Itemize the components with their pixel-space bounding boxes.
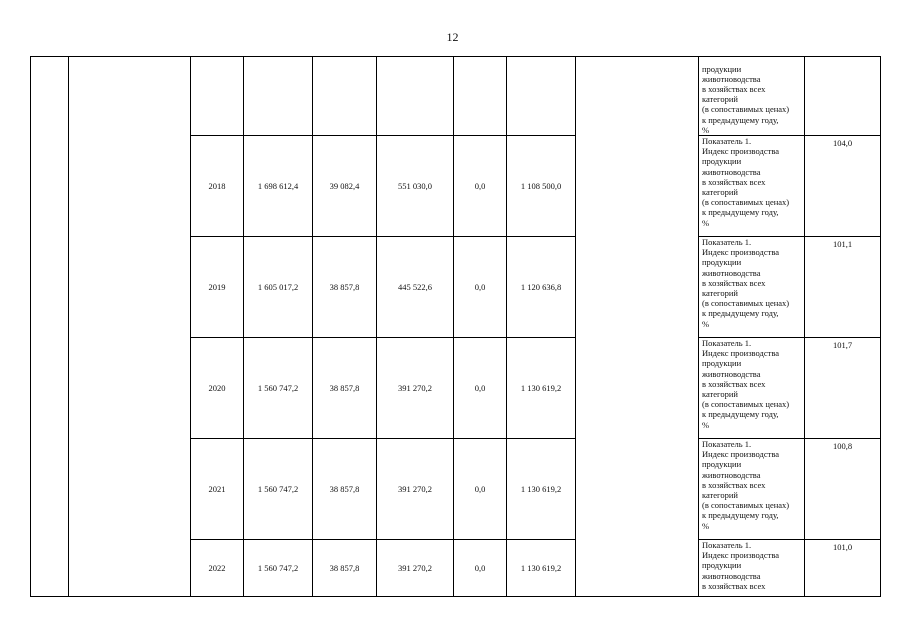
- year-cell: 2018: [191, 136, 244, 237]
- indicator-cell: Показатель 1. Индекс производства продукции животноводства в хозяйствах всех категорий (в сопоставимых ценах) к предыдущему году, %: [699, 338, 805, 439]
- year-cell: 2019: [191, 237, 244, 338]
- extrabudget-cell: [507, 57, 576, 136]
- total-cell: 1 698 612,4: [244, 136, 313, 237]
- year-cell: [191, 57, 244, 136]
- name-cell: [69, 57, 191, 597]
- result-cell: [576, 57, 699, 597]
- table-row: [31, 57, 881, 136]
- local-cell: 0,0: [454, 540, 507, 597]
- indicator-cell: Показатель 1. Индекс производства продукции животноводства в хозяйствах всех: [699, 540, 805, 597]
- number-cell: [31, 57, 69, 597]
- value-cell: [805, 57, 881, 136]
- local-cell: 0,0: [454, 136, 507, 237]
- regional-cell: [377, 57, 454, 136]
- federal-cell: 38 857,8: [313, 439, 377, 540]
- value-cell: 101,1: [805, 237, 881, 338]
- page-number: 12: [446, 30, 459, 44]
- year-cell: 2020: [191, 338, 244, 439]
- indicator-cell: Показатель 1. Индекс производства продукции животноводства в хозяйствах всех категорий (в сопоставимых ценах) к предыдущему году, %: [699, 136, 805, 237]
- indicator-cell: Показатель 1. Индекс производства продукции животноводства в хозяйствах всех категорий (в сопоставимых ценах) к предыдущему году, %: [699, 237, 805, 338]
- local-cell: 0,0: [454, 439, 507, 540]
- regional-cell: 391 270,2: [377, 540, 454, 597]
- total-cell: 1 560 747,2: [244, 338, 313, 439]
- total-cell: [244, 57, 313, 136]
- extrabudget-cell: 1 120 636,8: [507, 237, 576, 338]
- federal-cell: [313, 57, 377, 136]
- total-cell: 1 605 017,2: [244, 237, 313, 338]
- extrabudget-cell: 1 108 500,0: [507, 136, 576, 237]
- indicator-cell: Показатель 1. Индекс производства продукции животноводства в хозяйствах всех категорий (в сопоставимых ценах) к предыдущему году, %: [699, 439, 805, 540]
- value-cell: 104,0: [805, 136, 881, 237]
- value-cell: 100,8: [805, 439, 881, 540]
- federal-cell: 38 857,8: [313, 237, 377, 338]
- regional-cell: 445 522,6: [377, 237, 454, 338]
- extrabudget-cell: 1 130 619,2: [507, 540, 576, 597]
- total-cell: 1 560 747,2: [244, 439, 313, 540]
- extrabudget-cell: 1 130 619,2: [507, 338, 576, 439]
- program-table: [30, 56, 881, 597]
- total-cell: 1 560 747,2: [244, 540, 313, 597]
- local-cell: 0,0: [454, 237, 507, 338]
- local-cell: 0,0: [454, 338, 507, 439]
- regional-cell: 391 270,2: [377, 439, 454, 540]
- indicator-cell: продукции животноводства в хозяйствах всех категорий (в сопоставимых ценах) к предыдущему году, %: [699, 57, 805, 136]
- federal-cell: 39 082,4: [313, 136, 377, 237]
- regional-cell: 391 270,2: [377, 338, 454, 439]
- year-cell: 2021: [191, 439, 244, 540]
- local-cell: [454, 57, 507, 136]
- extrabudget-cell: 1 130 619,2: [507, 439, 576, 540]
- federal-cell: 38 857,8: [313, 338, 377, 439]
- federal-cell: 38 857,8: [313, 540, 377, 597]
- regional-cell: 551 030,0: [377, 136, 454, 237]
- value-cell: 101,0: [805, 540, 881, 597]
- year-cell: 2022: [191, 540, 244, 597]
- value-cell: 101,7: [805, 338, 881, 439]
